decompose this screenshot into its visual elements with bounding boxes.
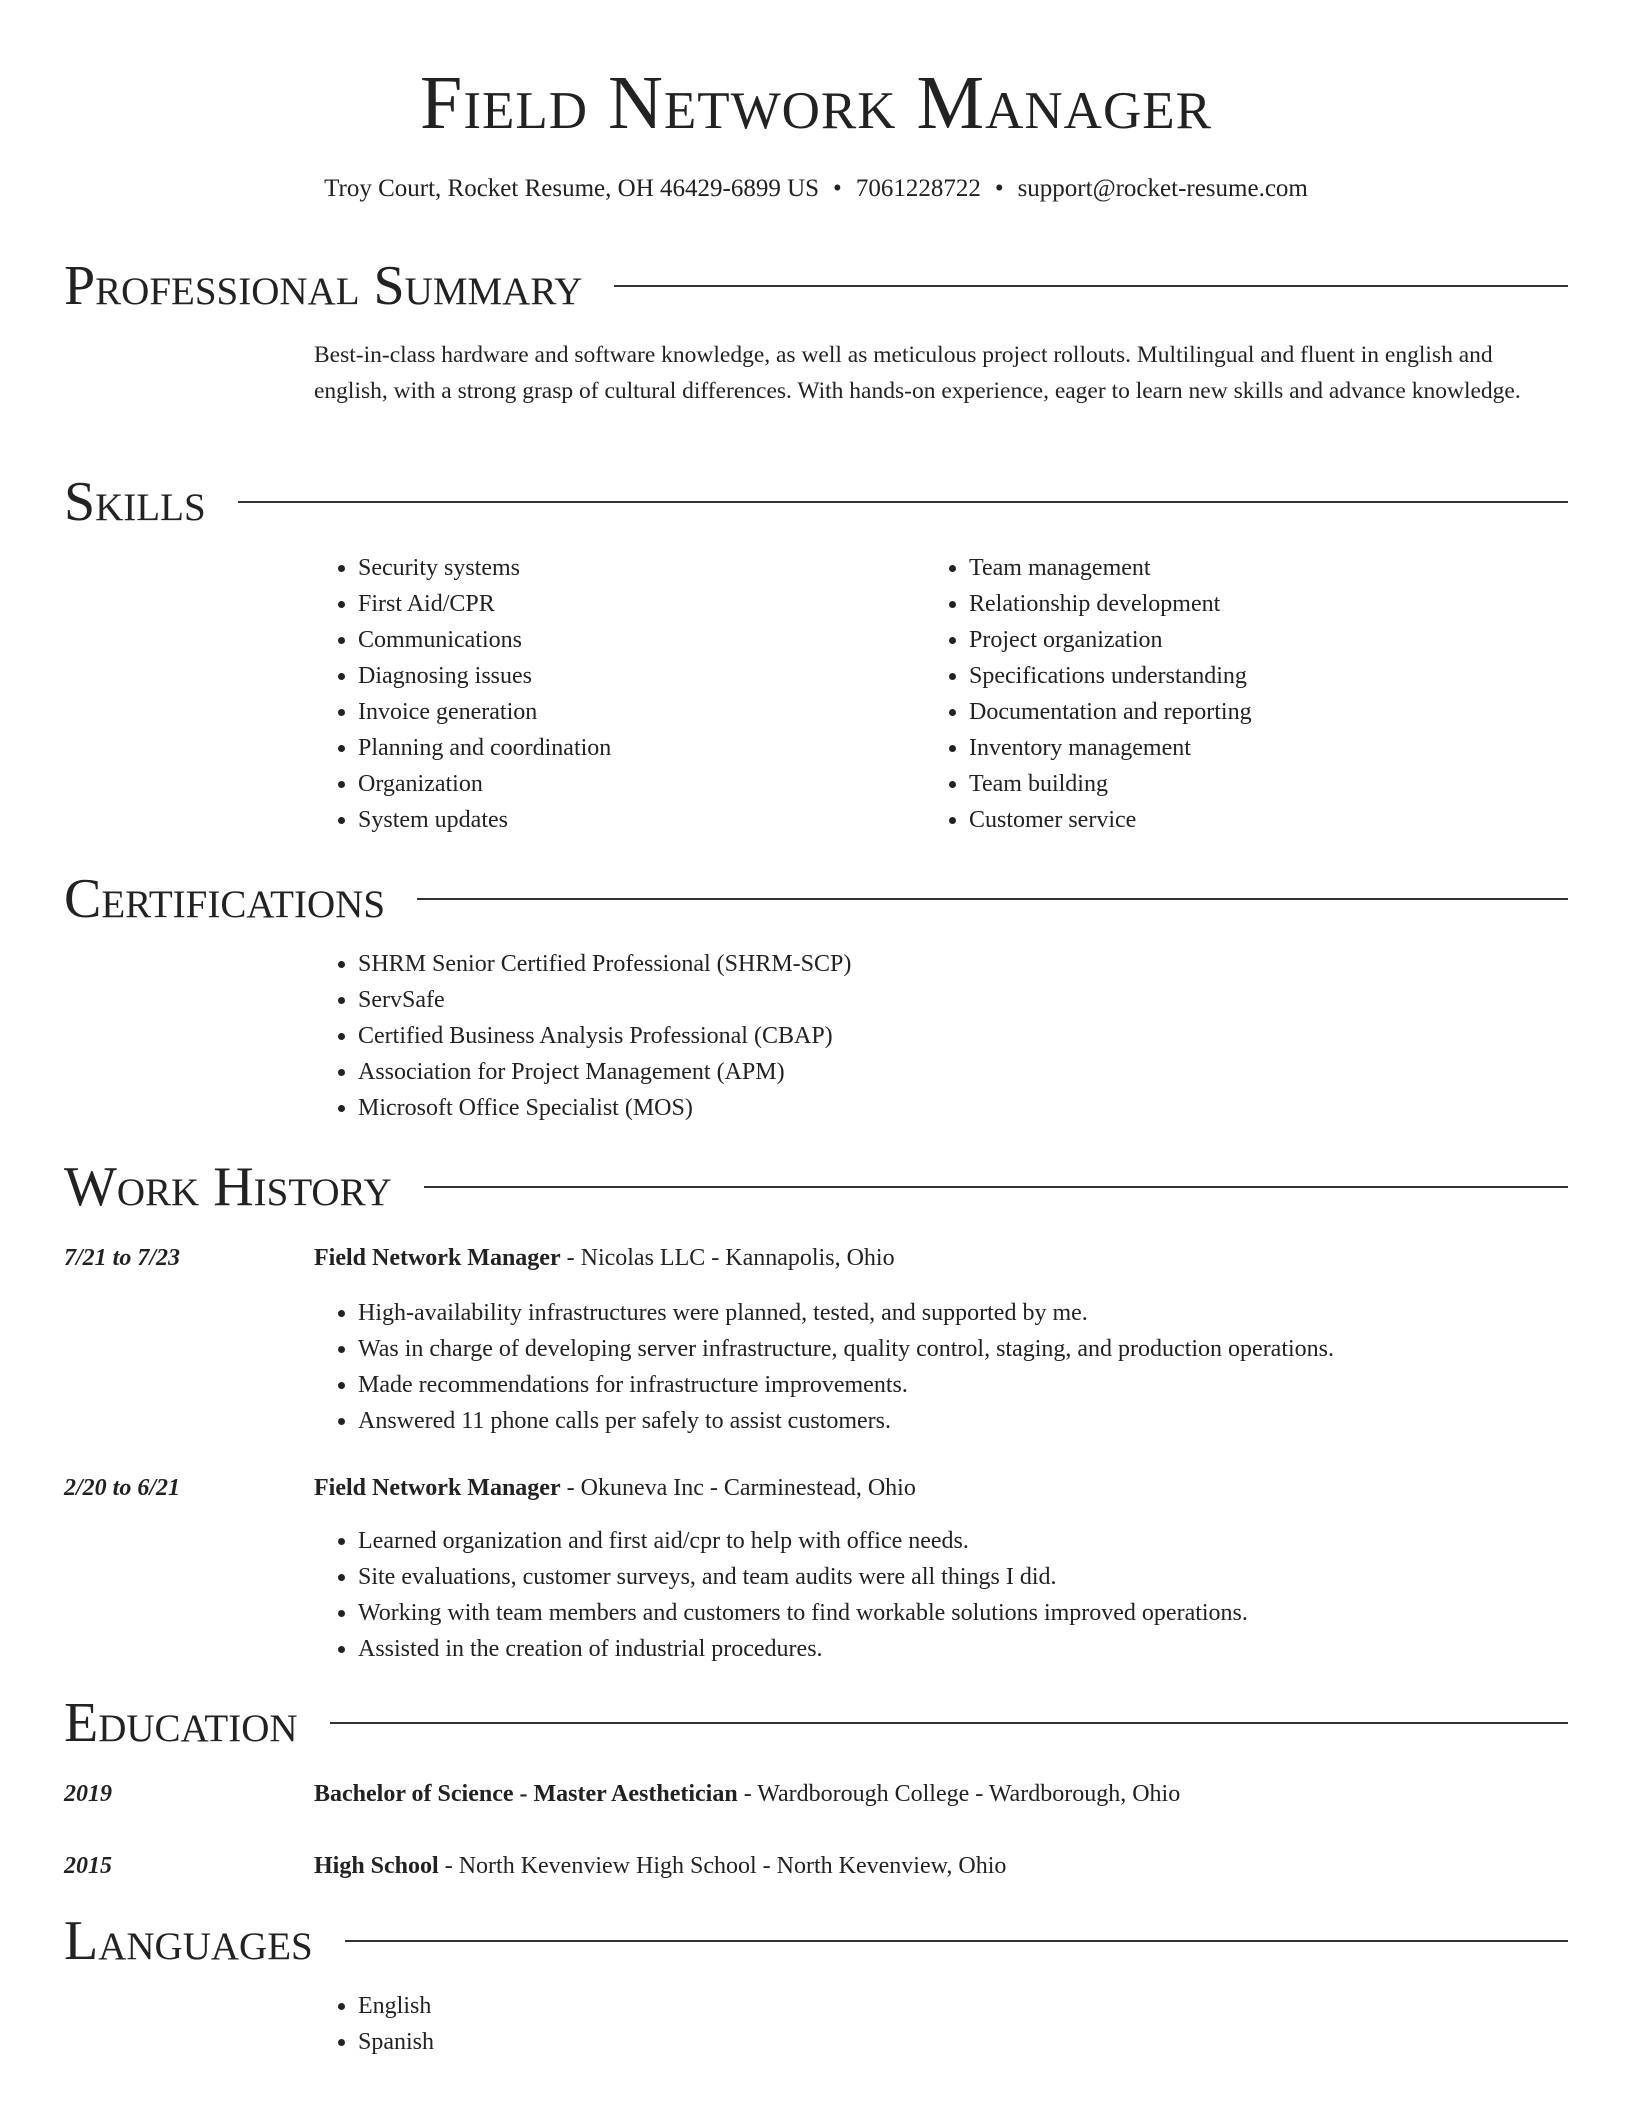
- summary-section-header: [64, 253, 1568, 319]
- skill-item: • Security systems: [358, 550, 611, 586]
- contact-email: support@rocket-resume.com: [1017, 175, 1308, 202]
- job-bullet: • Working with team members and customers to find workable solutions improved operations.: [358, 1595, 1248, 1631]
- skill-item: • Relationship development: [969, 586, 1252, 622]
- skill-item: • Planning and coordination: [358, 730, 611, 766]
- job-bullets: [314, 1523, 1248, 1667]
- contact-separator: •: [833, 175, 842, 202]
- skill-item: • Communications: [358, 622, 611, 658]
- education-year: 2019: [64, 1781, 112, 1807]
- job-dates: 7/21 to 7/23: [64, 1245, 181, 1271]
- section-divider: [614, 285, 1568, 287]
- certification-item: • SHRM Senior Certified Professional (SHRM-SCP): [358, 946, 851, 982]
- contact-phone: 7061228722: [855, 175, 981, 202]
- education-section-header: [64, 1690, 1568, 1756]
- languages-section-header: [64, 1908, 1568, 1974]
- job-bullet: • Site evaluations, customer surveys, and team audits were all things I did.: [358, 1559, 1248, 1595]
- education-year: 2015: [64, 1853, 112, 1879]
- summary-heading: Professional Summary: [64, 255, 583, 317]
- skill-item: • Specifications understanding: [969, 658, 1252, 694]
- education-location: Wardborough, Ohio: [988, 1781, 1181, 1807]
- skill-item: • Diagnosing issues: [358, 658, 611, 694]
- contact-line: [0, 172, 1632, 206]
- certification-item: • Microsoft Office Specialist (MOS): [358, 1090, 851, 1126]
- job-company: Nicolas LLC: [580, 1245, 706, 1271]
- certification-item: • ServSafe: [358, 982, 851, 1018]
- education-entry: Bachelor of Science - Master Aesthetician - Wardborough College - Wardborough, Ohio: [314, 1781, 1181, 1807]
- certifications-list: [314, 946, 851, 1126]
- education-school: Wardborough College: [757, 1781, 970, 1807]
- work-section-header: [64, 1154, 1568, 1220]
- skill-item: • Invoice generation: [358, 694, 611, 730]
- job-bullet: • Assisted in the creation of industrial procedures.: [358, 1631, 1248, 1667]
- summary-text: Best-in-class hardware and software knowledge, as well as meticulous project rollouts. Multilingual and fluent in english and english, with a strong grasp of cultural differences. With hands-on experience, eager to learn new skills and advance knowledge.: [314, 342, 1521, 404]
- languages-list: [314, 1988, 434, 2060]
- job-bullets: [314, 1295, 1334, 1439]
- section-divider: [330, 1722, 1568, 1724]
- skill-item: • Customer service: [969, 802, 1252, 838]
- skill-item: • First Aid/CPR: [358, 586, 611, 622]
- candidate-name: Field Network Manager: [420, 61, 1212, 145]
- skill-item: • System updates: [358, 802, 611, 838]
- skill-item: • Team building: [969, 766, 1252, 802]
- skills-list-left: [314, 550, 611, 838]
- skill-item: • Organization: [358, 766, 611, 802]
- languages-heading: Languages: [64, 1910, 313, 1972]
- language-item: • Spanish: [358, 2024, 434, 2060]
- job-heading: Field Network Manager - Okuneva Inc - Carminestead, Ohio: [314, 1475, 916, 1501]
- job-location: Kannapolis, Ohio: [725, 1245, 895, 1271]
- work-heading: Work History: [64, 1156, 392, 1218]
- section-divider: [417, 898, 1568, 900]
- education-entry: High School - North Kevenview High School - North Kevenview, Ohio: [314, 1853, 1007, 1879]
- skill-item: • Inventory management: [969, 730, 1252, 766]
- skill-item: • Project organization: [969, 622, 1252, 658]
- job-location: Carminestead, Ohio: [723, 1475, 916, 1501]
- language-item: • English: [358, 1988, 434, 2024]
- job-bullet: • Was in charge of developing server infrastructure, quality control, staging, and production operations.: [358, 1331, 1334, 1367]
- job-company: Okuneva Inc: [580, 1475, 704, 1501]
- section-divider: [238, 501, 1568, 503]
- section-divider: [345, 1940, 1568, 1942]
- section-divider: [424, 1186, 1568, 1188]
- job-title: Field Network Manager: [314, 1475, 561, 1501]
- job-bullet: • Made recommendations for infrastructure improvements.: [358, 1367, 1334, 1403]
- certifications-section-header: [64, 866, 1568, 932]
- skill-item: • Team management: [969, 550, 1252, 586]
- skills-heading: Skills: [64, 471, 206, 533]
- job-bullet: • Learned organization and first aid/cpr to help with office needs.: [358, 1523, 1248, 1559]
- skills-section-header: [64, 469, 1568, 535]
- education-location: North Kevenview, Ohio: [776, 1853, 1007, 1879]
- job-bullet: • Answered 11 phone calls per safely to assist customers.: [358, 1403, 1334, 1439]
- contact-address: Troy Court, Rocket Resume, OH 46429-6899 US: [324, 175, 820, 202]
- education-school: North Kevenview High School: [458, 1853, 757, 1879]
- certification-item: • Certified Business Analysis Professional (CBAP): [358, 1018, 851, 1054]
- certification-item: • Association for Project Management (APM): [358, 1054, 851, 1090]
- skills-list-right: [925, 550, 1252, 838]
- job-title: Field Network Manager: [314, 1245, 561, 1271]
- education-heading: Education: [64, 1692, 298, 1754]
- certifications-heading: Certifications: [64, 868, 386, 930]
- skill-item: • Documentation and reporting: [969, 694, 1252, 730]
- job-heading: Field Network Manager - Nicolas LLC - Kannapolis, Ohio: [314, 1245, 895, 1271]
- job-bullet: • High-availability infrastructures were planned, tested, and supported by me.: [358, 1295, 1334, 1331]
- job-dates: 2/20 to 6/21: [64, 1475, 181, 1501]
- education-degree: Bachelor of Science - Master Aesthetician: [314, 1781, 738, 1807]
- education-degree: High School: [314, 1853, 439, 1879]
- contact-separator: •: [994, 175, 1004, 202]
